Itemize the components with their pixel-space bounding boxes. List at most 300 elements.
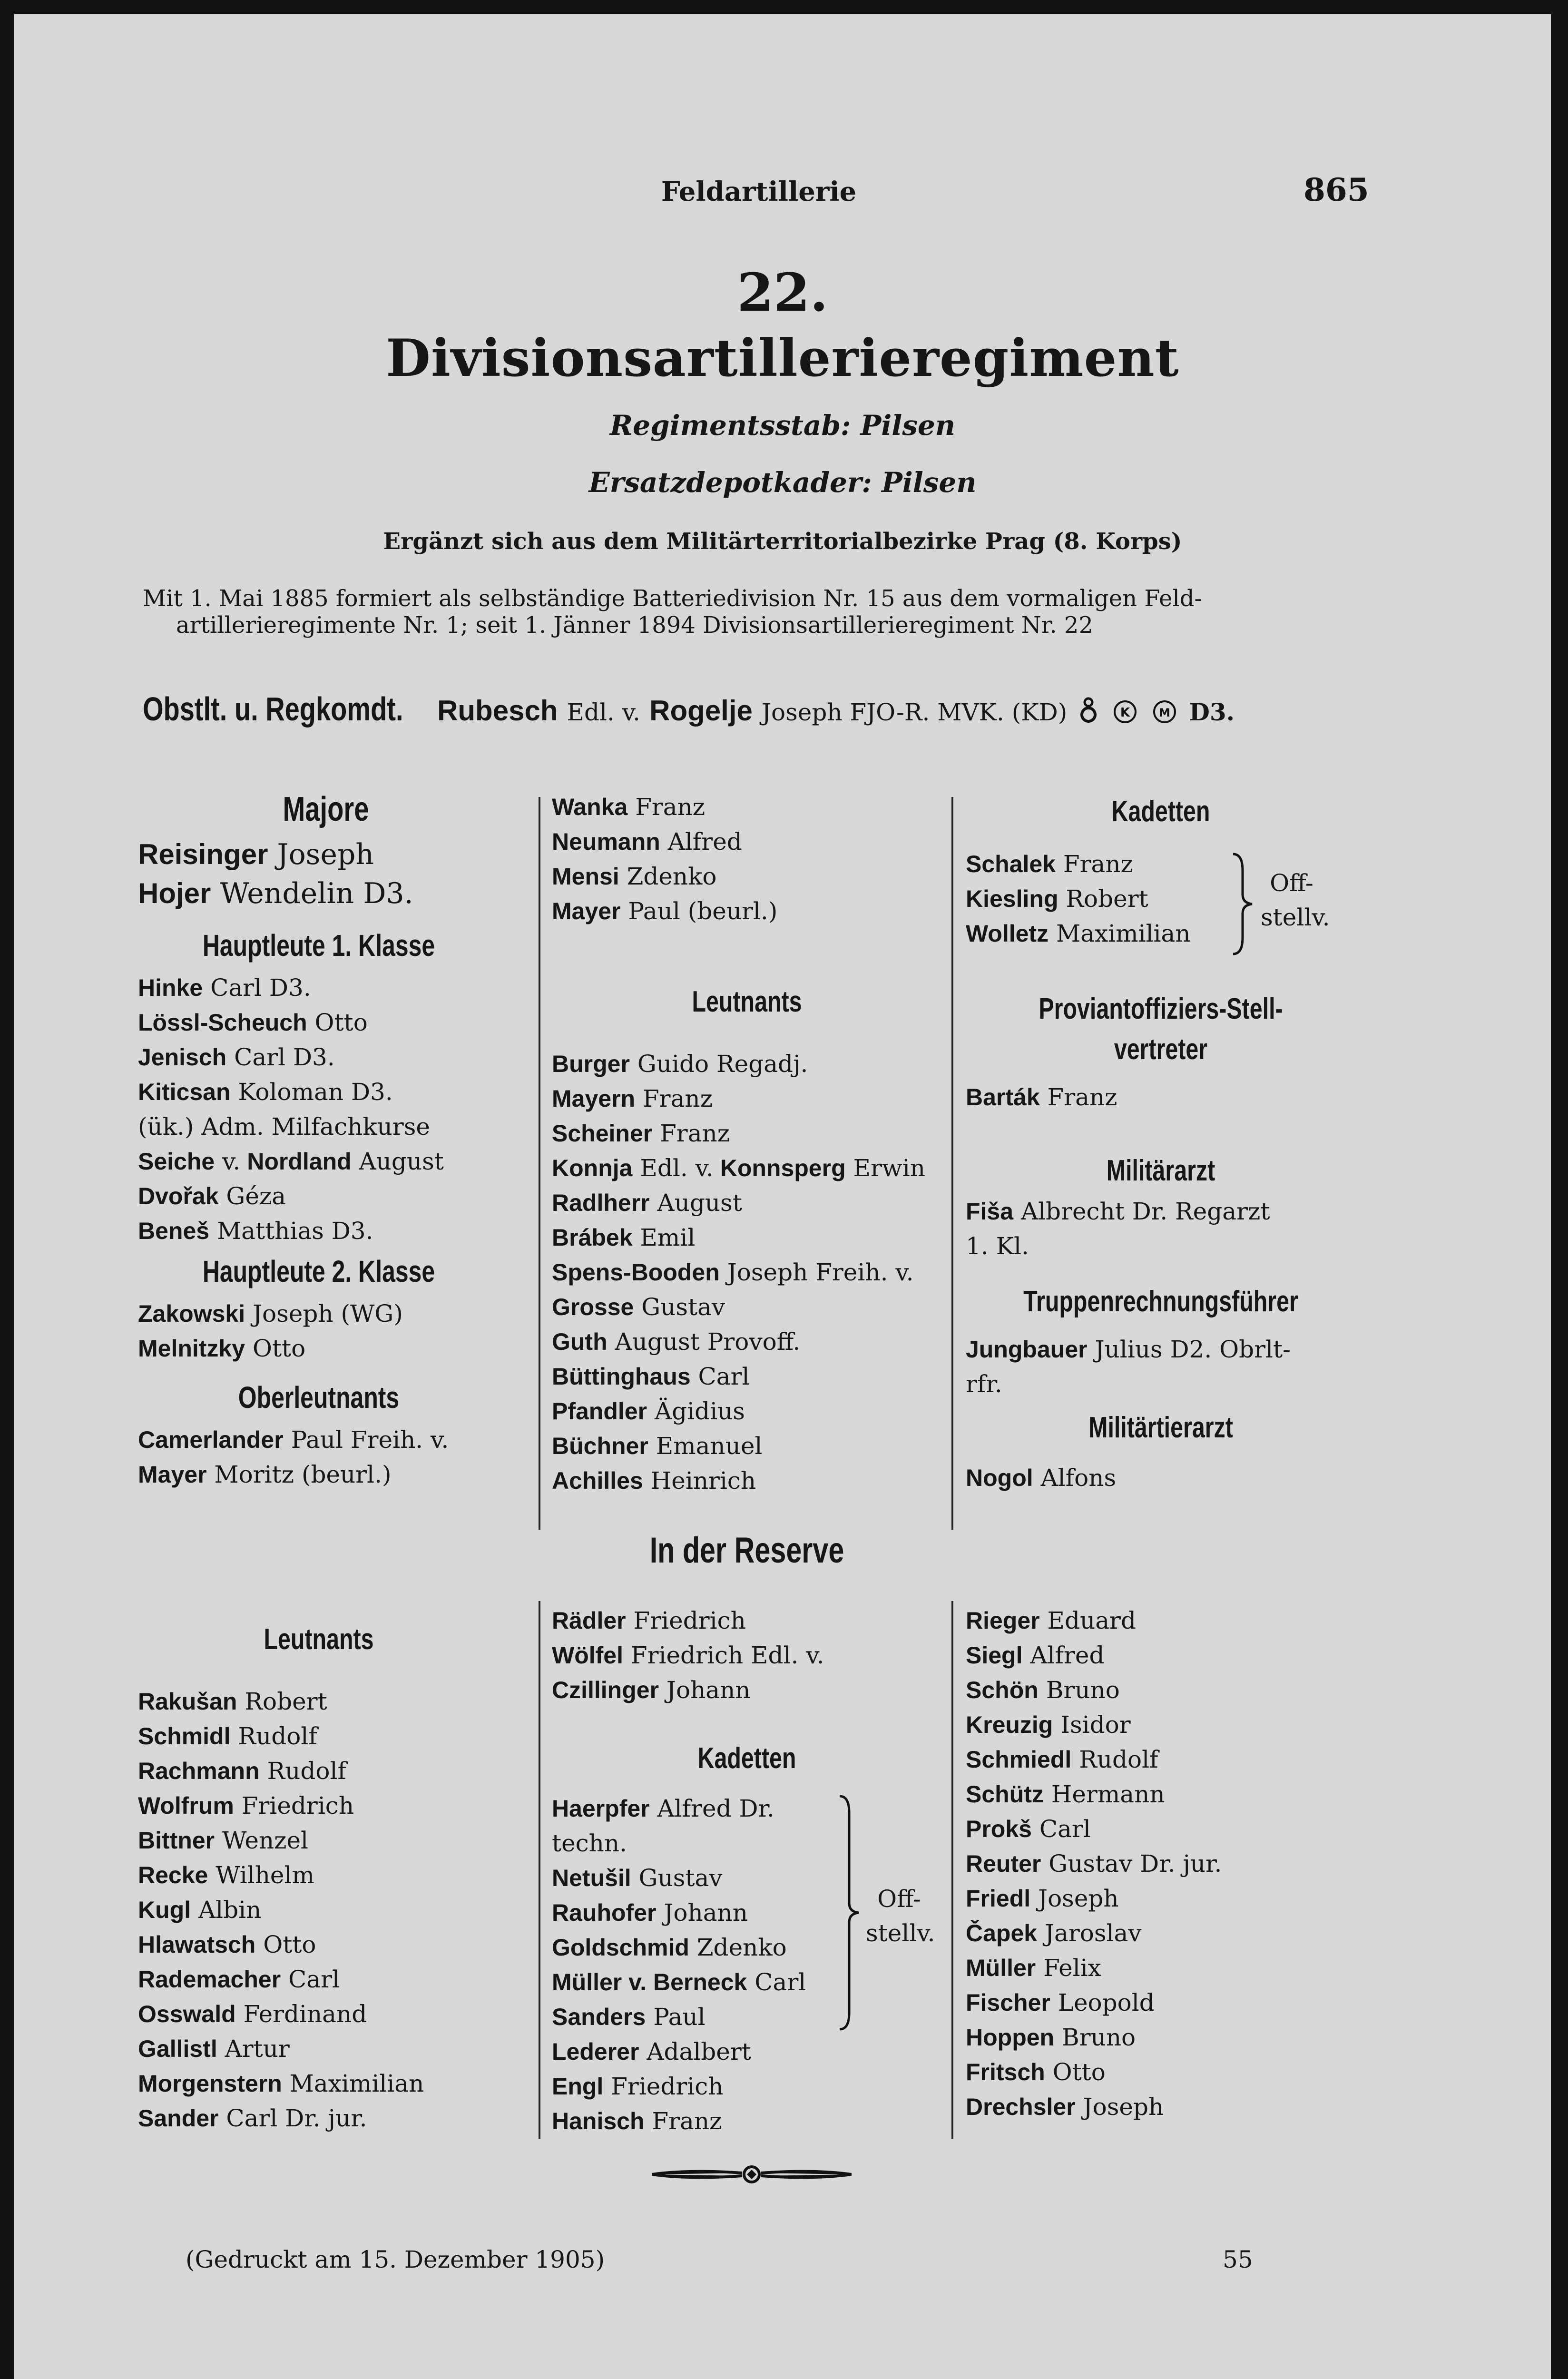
entry-name: Hojer: [138, 877, 211, 909]
entry-suffix: D2. Obrlt-: [1162, 1336, 1291, 1363]
list-item: [966, 847, 1191, 882]
hauptleute1-heading: Hauptleute 1. Klasse: [202, 928, 435, 963]
entry-details: Carl Dr. jur.: [218, 2104, 367, 2132]
entry-details: Johann: [659, 1676, 751, 1704]
entry-name: Zakowski: [138, 1300, 245, 1327]
supplement-note: Ergänzt sich aus dem Militärterritorialbezirke Prag (8. Korps): [383, 528, 1182, 555]
list-item: [138, 1754, 424, 1789]
entry-details: Alfred: [660, 828, 742, 855]
entry-name: Kiesling: [966, 885, 1058, 912]
entry-name: Schmidl: [138, 1723, 231, 1750]
entry-name: Dvořak: [138, 1183, 219, 1209]
entry-details-2: Erwin: [845, 1154, 925, 1182]
entry-details: Joseph: [1075, 2093, 1164, 2121]
entry-details: Paul Freih. v.: [283, 1426, 449, 1454]
depot-cadre: Ersatzdepotkader: Pilsen: [588, 466, 977, 499]
kadetten-list: [966, 847, 1191, 951]
entry-details: Paul: [646, 2003, 706, 2031]
entry-name: Scheiner: [552, 1120, 653, 1147]
entry-details: Joseph Freih. v.: [719, 1258, 914, 1286]
list-item: [138, 1858, 424, 1893]
entry-details: Albin: [191, 1896, 262, 1924]
sheet-number: 55: [1223, 2246, 1253, 2273]
entry-details: Artur: [217, 2035, 290, 2063]
list-item: [138, 1423, 449, 1457]
list-item: [552, 1116, 925, 1151]
entry-name: Haerpfer: [552, 1795, 650, 1822]
entry-name: Grosse: [552, 1294, 634, 1320]
list-item: [138, 971, 444, 1005]
entry-name: Pfandler: [552, 1398, 647, 1425]
m-medal-icon: [1152, 699, 1177, 724]
entry-name: Konnja: [552, 1155, 633, 1181]
entry-name: Wolfrum: [138, 1792, 234, 1819]
column-rule-1: [539, 797, 540, 1530]
list-item: [138, 1457, 449, 1492]
entry-details: Otto: [1045, 2058, 1106, 2086]
list-item: [966, 1881, 1222, 1916]
entry-details: techn.: [552, 1829, 627, 1857]
entry-suffix: D3.: [323, 1217, 373, 1245]
kadetten-note: [1261, 866, 1330, 934]
list-item: [138, 1927, 424, 1962]
entry-name: Friedl: [966, 1885, 1031, 1912]
list-item: [138, 1075, 444, 1110]
entry-details: Ägidius: [647, 1397, 745, 1425]
list-item: [138, 1719, 424, 1754]
majore-heading: Majore: [283, 790, 369, 828]
militaerarzt-list: [966, 1194, 1270, 1264]
entry-details: Alfred Dr.: [649, 1795, 774, 1822]
entry-details: Koloman: [230, 1078, 344, 1106]
commander-surname: Rogelje: [649, 695, 753, 727]
regiment-title: Divisionsartillerieregiment: [386, 328, 1179, 388]
list-item: [966, 1708, 1222, 1742]
commander-rank: Obstlt. u. Regkomdt.: [143, 690, 403, 727]
entry-details: Hermann: [1043, 1780, 1165, 1808]
list-item: [552, 1930, 806, 1965]
entry-suffix: D3.: [285, 1043, 335, 1071]
history-line-1: Mit 1. Mai 1885 formiert als selbständige Batteriedivision Nr. 15 aus dem vormaligen Feld-: [143, 585, 1202, 612]
kadetten-note-line-2: stellv.: [1261, 904, 1330, 931]
entry-name: Bittner: [138, 1827, 215, 1854]
entry-name: Rakušan: [138, 1688, 237, 1715]
entry-name: Neumann: [552, 828, 660, 855]
list-item: [552, 1464, 925, 1498]
list-item: [966, 1847, 1222, 1881]
entry-details: Gustav: [631, 1864, 723, 1892]
list-item: [966, 1332, 1291, 1367]
svg-text:M: M: [1159, 706, 1171, 719]
print-date: (Gedruckt am 15. Dezember 1905): [186, 2246, 605, 2273]
entry-details: Franz: [644, 2107, 722, 2135]
hauptleute2-heading: Hauptleute 2. Klasse: [202, 1254, 435, 1288]
list-item: [966, 1194, 1270, 1229]
entry-name: Barták: [966, 1084, 1040, 1111]
entry-details: Franz: [635, 1085, 713, 1112]
entry-name: Hanisch: [552, 2108, 645, 2134]
list-item: [966, 1367, 1291, 1402]
entry-details: Carl: [690, 1363, 750, 1390]
entry-details: Gustav: [634, 1293, 725, 1321]
list-item: [552, 2000, 806, 2035]
entry-name: Spens-Booden: [552, 1259, 720, 1286]
list-item: [552, 2069, 751, 2104]
entry-details: Bruno: [1054, 2024, 1136, 2051]
entry-name: Osswald: [138, 2001, 236, 2027]
list-item: [552, 1325, 925, 1359]
list-item: [138, 1684, 424, 1719]
list-item: [966, 916, 1191, 951]
list-item: [966, 1673, 1222, 1708]
list-item: [138, 835, 413, 874]
entry-name: Fritsch: [966, 2059, 1045, 2085]
militaerarzt-heading: Militärarzt: [1106, 1154, 1215, 1187]
entry-name: Čapek: [966, 1920, 1038, 1946]
entry-name: Mensi: [552, 863, 619, 890]
list-item: [966, 1986, 1222, 2020]
entry-details: Friedrich Edl. v.: [623, 1642, 824, 1669]
list-item: [966, 2090, 1222, 2124]
entry-details: Zdenko: [619, 863, 717, 890]
entry-name: Rademacher: [138, 1966, 281, 1993]
list-item: [138, 2032, 424, 2066]
list-item: [552, 1965, 806, 2000]
order-icon: [1079, 696, 1098, 724]
list-item: [138, 1297, 403, 1331]
entry-details: Friedrich: [234, 1792, 354, 1819]
list-item: [552, 1896, 806, 1930]
commander-title: Edl. v.: [567, 698, 641, 726]
entry-name: Büchner: [552, 1433, 648, 1459]
document-page: [14, 14, 1551, 2379]
entry-name: Jenisch: [138, 1044, 227, 1071]
entry-details: Robert: [237, 1688, 327, 1715]
entry-details: Felix: [1036, 1954, 1101, 1982]
entry-name: Reisinger: [138, 838, 268, 870]
entry-details: Leopold: [1050, 1989, 1155, 2016]
entry-details: Wendelin: [211, 877, 354, 910]
entry-name: Kreuzig: [966, 1711, 1053, 1738]
regiment-staff: Regimentsstab: Pilsen: [609, 409, 956, 442]
reserve-heading: In der Reserve: [649, 1530, 844, 1571]
entry-details: Franz: [627, 793, 706, 821]
list-item: [138, 1823, 424, 1858]
entry-name: Netušil: [552, 1865, 631, 1891]
entry-name: Schalek: [966, 851, 1056, 877]
entry-details: Matthias: [209, 1217, 324, 1245]
hauptleute2-list: [138, 1297, 403, 1366]
entry-details: Friedrich: [603, 2073, 724, 2100]
entry-suffix: D3.: [262, 974, 311, 1002]
truppenrechnungsfuehrer-list: [966, 1332, 1291, 1402]
entry-details-2: August: [351, 1148, 444, 1175]
list-item: [966, 1461, 1116, 1495]
reserve-kadetten-brace: [835, 1794, 863, 2032]
entry-suffix: (WG): [333, 1300, 403, 1327]
entry-details: Joseph: [1030, 1885, 1119, 1912]
list-item: [966, 1638, 1222, 1673]
entry-details: Franz: [1056, 850, 1133, 878]
list-item: [966, 1603, 1222, 1638]
entry-name: Nogol: [966, 1465, 1033, 1491]
list-item: [138, 1997, 424, 2032]
entry-details: (ük.) Adm. Milfachkurse: [138, 1113, 430, 1140]
entry-details: Alfons: [1033, 1464, 1117, 1492]
reserve-column-rule-2: [951, 1601, 953, 2139]
list-item: [552, 1151, 925, 1186]
section-header: Feldartillerie: [661, 176, 857, 207]
entry-details: August: [649, 1189, 742, 1217]
list-item: [138, 1110, 444, 1144]
list-item: [138, 1144, 444, 1179]
entry-details: Edl. v.: [632, 1154, 714, 1182]
entry-name: Mayern: [552, 1085, 636, 1112]
entry-name: Kugl: [138, 1897, 191, 1923]
reserve-kadetten-note-line-1: Off-: [877, 1885, 921, 1913]
entry-details: Ferdinand: [235, 2000, 367, 2028]
reserve-kadetten-note: [866, 1882, 935, 1950]
entry-details: rfr.: [966, 1370, 1002, 1398]
entry-details: Moritz: [206, 1461, 294, 1488]
commander-line: [143, 690, 1235, 728]
list-item: [138, 1331, 403, 1366]
entry-name: Lederer: [552, 2038, 639, 2065]
reserve-kadetten-list: [552, 1791, 806, 2035]
entry-details: Adalbert: [639, 2038, 751, 2065]
entry-details: Franz: [1039, 1083, 1117, 1111]
list-item: [552, 1673, 824, 1708]
truppenrechnungsfuehrer-heading: Truppenrechnungsführer: [1023, 1285, 1298, 1318]
entry-details: Friedrich: [626, 1607, 746, 1634]
entry-details: Emil: [632, 1224, 696, 1251]
list-item: [552, 1394, 925, 1429]
entry-details: 1. Kl.: [966, 1232, 1029, 1260]
majore-list: [138, 835, 413, 913]
entry-name: Engl: [552, 2073, 604, 2100]
entry-details: Gustav Dr. jur.: [1041, 1850, 1222, 1878]
entry-name: Wolletz: [966, 920, 1049, 947]
kadetten-note-line-1: Off-: [1270, 869, 1313, 897]
entry-name: Fischer: [966, 1989, 1050, 2016]
list-item: [138, 1005, 444, 1040]
entry-name: Rädler: [552, 1607, 626, 1634]
entry-name: Rachmann: [138, 1758, 260, 1784]
list-item: [966, 2020, 1222, 2055]
entry-details: Johann: [656, 1899, 748, 1927]
entry-details: Maximilian: [282, 2070, 424, 2097]
oberleutnants-heading: Oberleutnants: [238, 1380, 400, 1415]
entry-name: Rauhofer: [552, 1899, 657, 1926]
entry-name: Büttinghaus: [552, 1363, 691, 1390]
entry-details: Joseph: [268, 838, 374, 871]
entry-details: Maximilian: [1049, 920, 1191, 947]
leutnants-heading: Leutnants: [692, 985, 802, 1018]
entry-name: Müller: [966, 1955, 1036, 1981]
entry-details: Robert: [1058, 885, 1148, 913]
reserve-kadetten-heading: Kadetten: [697, 1742, 796, 1775]
list-item: [552, 1359, 925, 1394]
entry-details: Otto: [307, 1009, 368, 1036]
entry-name: Wölfel: [552, 1642, 623, 1669]
entry-details: Albrecht Dr.: [1013, 1198, 1168, 1225]
entry-details: Julius: [1087, 1336, 1163, 1363]
list-item: [138, 1789, 424, 1823]
leutnants-list: [552, 1047, 925, 1498]
militaertierarzt-list: [966, 1461, 1116, 1495]
list-item: [552, 1429, 925, 1464]
entry-name: Melnitzky: [138, 1335, 245, 1362]
entry-details: Bruno: [1038, 1676, 1120, 1704]
entry-name: Goldschmid: [552, 1934, 689, 1961]
proviant-list: [966, 1080, 1117, 1115]
list-item: [138, 2101, 424, 2136]
entry-name: Müller v. Berneck: [552, 1969, 747, 1996]
entry-name: Wanka: [552, 794, 628, 820]
proviant-heading-2: vertreter: [1114, 1033, 1208, 1066]
list-item: [552, 790, 777, 825]
list-item: [138, 1893, 424, 1927]
entry-name: Schmiedl: [966, 1746, 1072, 1773]
entry-name: Siegl: [966, 1642, 1023, 1669]
entry-suffix: D3.: [354, 877, 413, 910]
entry-details: August Provoff.: [607, 1328, 801, 1356]
entry-details: Isidor: [1053, 1711, 1131, 1739]
entry-name: Burger: [552, 1051, 630, 1077]
entry-details: Wilhelm: [208, 1861, 314, 1889]
list-item: [552, 1603, 824, 1638]
reserve-leutnants-heading: Leutnants: [264, 1623, 374, 1656]
entry-details: Carl: [281, 1966, 340, 1993]
list-item: [552, 859, 777, 894]
list-item: [552, 2104, 751, 2139]
list-item: [138, 1040, 444, 1075]
list-item: [966, 1777, 1222, 1812]
entry-name: Jungbauer: [966, 1336, 1088, 1363]
entry-details: Zdenko: [689, 1934, 787, 1961]
entry-suffix: (beurl.): [680, 897, 778, 925]
entry-name: Recke: [138, 1862, 208, 1888]
entry-suffix: D3.: [343, 1078, 393, 1106]
entry-details: Joseph: [245, 1300, 333, 1327]
entry-details: Heinrich: [643, 1467, 756, 1494]
list-item: [966, 882, 1191, 916]
oberleutnants-list: [138, 1423, 449, 1492]
entry-name: Achilles: [552, 1467, 643, 1494]
entry-details: Carl: [1031, 1815, 1091, 1843]
entry-name: Mayer: [552, 898, 621, 924]
entry-name: Sander: [138, 2105, 219, 2132]
entry-name: Reuter: [966, 1850, 1041, 1877]
entry-details: Guido: [629, 1050, 709, 1078]
list-item: [552, 1290, 925, 1325]
k-medal-icon: [1113, 699, 1137, 724]
entry-name: Czillinger: [552, 1677, 659, 1703]
reserve-column-rule-1: [539, 1601, 540, 2139]
entry-suffix: Regarzt: [1167, 1198, 1270, 1225]
entry-name: Beneš: [138, 1218, 210, 1244]
list-item: [552, 1791, 806, 1826]
list-item: [552, 2035, 751, 2069]
reserve-leutnants-list: [138, 1684, 424, 2136]
proviant-heading-1: Proviantoffiziers-Stell-: [1039, 993, 1283, 1025]
entry-details: Wenzel: [215, 1827, 309, 1854]
reserve-officers-list-2: [552, 2035, 751, 2139]
militaertierarzt-heading: Militärtierarzt: [1088, 1411, 1233, 1444]
entry-name: Gallistl: [138, 2035, 217, 2062]
ornament-divider: [652, 2163, 852, 2186]
kadetten-heading: Kadetten: [1111, 795, 1210, 828]
reserve-officers-list: [552, 1603, 824, 1708]
list-item: [138, 1214, 444, 1248]
regiment-number: 22.: [737, 262, 828, 323]
entry-name-2: Konnsperg: [713, 1155, 846, 1181]
list-item: [138, 2066, 424, 2101]
entry-details: Otto: [255, 1931, 316, 1958]
kadetten-brace: [1228, 852, 1257, 956]
list-item: [966, 1229, 1270, 1264]
entry-name: Mayer: [138, 1461, 207, 1488]
entry-details: Carl: [226, 1043, 286, 1071]
entry-name: Hoppen: [966, 2024, 1055, 2051]
commander-class: D3.: [1189, 698, 1235, 726]
entry-name: Schütz: [966, 1781, 1044, 1808]
list-item: [138, 1179, 444, 1214]
list-item: [966, 1742, 1222, 1777]
list-item: [966, 1812, 1222, 1847]
entry-details: Carl: [203, 974, 262, 1002]
column-rule-2: [951, 797, 953, 1530]
list-item: [552, 1081, 925, 1116]
reserve-officers-list-3: [966, 1603, 1222, 2124]
reserve-kadetten-note-line-2: stellv.: [866, 1919, 935, 1947]
entry-name: Sanders: [552, 2004, 646, 2030]
list-item: [552, 894, 777, 929]
entry-details: Franz: [652, 1120, 730, 1147]
entry-name: Camerlander: [138, 1426, 284, 1453]
list-item: [138, 874, 413, 913]
entry-name-2: Nordland: [240, 1148, 352, 1175]
entry-name: Schön: [966, 1677, 1039, 1703]
entry-details: Rudolf: [230, 1722, 317, 1750]
list-item: [552, 1861, 806, 1896]
list-item: [552, 1186, 925, 1220]
list-item: [552, 1220, 925, 1255]
entry-details: Rudolf: [259, 1757, 346, 1785]
oberleutnants-continued-list: [552, 790, 777, 929]
entry-details: Géza: [218, 1182, 286, 1210]
entry-details: Paul: [620, 897, 680, 925]
entry-details: Otto: [245, 1335, 306, 1362]
entry-name: Hlawatsch: [138, 1931, 256, 1958]
entry-name: Lössl-Scheuch: [138, 1009, 307, 1036]
commander-name: Rubesch: [437, 695, 558, 727]
commander-decorations: Joseph FJO-R. MVK. (KD): [761, 698, 1068, 726]
svg-text:K: K: [1120, 706, 1130, 720]
list-item: [552, 825, 777, 859]
entry-name: Rieger: [966, 1607, 1040, 1634]
entry-name: Morgenstern: [138, 2070, 282, 2097]
entry-details: v.: [215, 1148, 241, 1175]
entry-suffix: Regadj.: [709, 1050, 808, 1078]
entry-details: Eduard: [1039, 1607, 1136, 1634]
entry-name: Drechsler: [966, 2094, 1076, 2120]
list-item: [966, 2055, 1222, 2090]
entry-details: Carl: [747, 1968, 806, 1996]
list-item: [966, 1951, 1222, 1986]
entry-name: Fiša: [966, 1198, 1014, 1225]
entry-details: Rudolf: [1071, 1746, 1158, 1773]
